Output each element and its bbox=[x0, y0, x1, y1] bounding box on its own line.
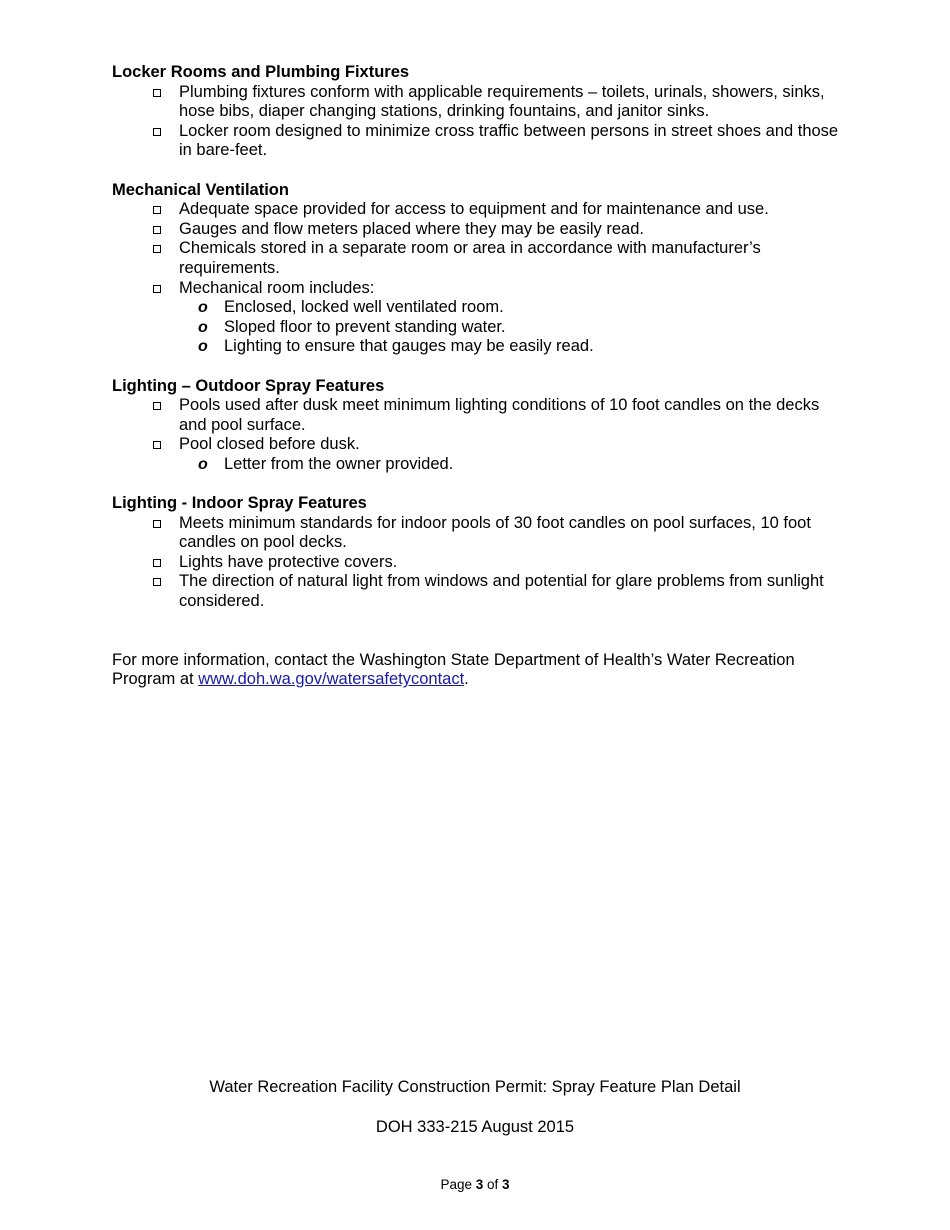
checkbox-icon bbox=[153, 128, 161, 136]
checklist-item bbox=[179, 200, 842, 220]
o-bullet-icon: o bbox=[198, 299, 208, 317]
footer-page-number bbox=[0, 1175, 950, 1195]
contact-link[interactable]: www.doh.wa.gov/watersafetycontact bbox=[198, 670, 465, 689]
checklist-item-text: Plumbing fixtures conform with applicable requirements – toilets, urinals, showers, sinks, hose bibs, diaper changing stations, drinking fountains, and janitor sinks. bbox=[179, 82, 825, 121]
sub-list-item bbox=[198, 454, 842, 475]
checklist-item bbox=[179, 279, 842, 357]
checkbox-icon bbox=[153, 89, 161, 97]
sub-list-item-text: Sloped floor to prevent standing water. bbox=[224, 317, 506, 336]
footer-title: Water Recreation Facility Construction Permit: Spray Feature Plan Detail bbox=[209, 1078, 741, 1096]
o-bullet-icon: o bbox=[198, 338, 208, 356]
checklist-item-text: Locker room designed to minimize cross traffic between persons in street shoes and those in bare-feet. bbox=[179, 121, 839, 160]
page-of: of bbox=[487, 1177, 499, 1192]
checklist-item bbox=[179, 435, 842, 474]
checklist-item-text: Mechanical room includes: bbox=[179, 278, 375, 297]
sub-list-item bbox=[198, 317, 842, 338]
checklist-item-text: Meets minimum standards for indoor pools of 30 foot candles on pool surfaces, 10 foot candles on pool decks. bbox=[179, 513, 811, 552]
checklist-item-text: Pool closed before dusk. bbox=[179, 435, 360, 454]
checklist bbox=[112, 514, 842, 612]
checklist bbox=[112, 83, 842, 161]
sub-list bbox=[179, 298, 842, 357]
page-current: 3 bbox=[475, 1177, 484, 1192]
checklist-item bbox=[179, 83, 842, 122]
checklist-item bbox=[179, 514, 842, 553]
checkbox-icon bbox=[153, 441, 161, 449]
checklist-item bbox=[179, 572, 842, 611]
section-heading: Mechanical Ventilation bbox=[112, 180, 289, 199]
checklist-item bbox=[179, 396, 842, 435]
checklist-item bbox=[179, 553, 842, 573]
checkbox-icon bbox=[153, 402, 161, 410]
checklist-item-text: Chemicals stored in a separate room or area in accordance with manufacturer’s requirements. bbox=[179, 239, 761, 277]
checkbox-icon bbox=[153, 245, 161, 253]
sub-list-item-text: Lighting to ensure that gauges may be easily read. bbox=[224, 337, 594, 356]
contact-period: . bbox=[464, 670, 469, 689]
checklist bbox=[112, 200, 842, 357]
page-total: 3 bbox=[502, 1177, 510, 1192]
footer-document-code: DOH 333-215 August 2015 bbox=[375, 1118, 575, 1136]
checkbox-icon bbox=[153, 285, 161, 293]
checklist bbox=[112, 396, 842, 474]
checkbox-icon bbox=[153, 520, 161, 528]
checklist-item-text: Adequate space provided for access to equipment and for maintenance and use. bbox=[179, 200, 769, 219]
checklist-item-text: The direction of natural light from windows and potential for glare problems from sunlight considered. bbox=[179, 572, 824, 611]
o-bullet-icon: o bbox=[198, 455, 208, 473]
checklist-item bbox=[179, 239, 842, 278]
checkbox-icon bbox=[153, 206, 161, 214]
checklist-item-text: Lights have protective covers. bbox=[179, 552, 398, 571]
section-locker-rooms bbox=[112, 63, 842, 161]
sub-list-item-text: Enclosed, locked well ventilated room. bbox=[224, 298, 504, 317]
section-mechanical-ventilation bbox=[112, 181, 842, 357]
checklist-item bbox=[179, 220, 842, 240]
sub-list-item-text: Letter from the owner provided. bbox=[224, 454, 454, 473]
contact-paragraph bbox=[112, 651, 842, 690]
checkbox-icon bbox=[153, 226, 161, 234]
checkbox-icon bbox=[153, 559, 161, 567]
section-lighting-indoor bbox=[112, 494, 842, 612]
document-body bbox=[112, 63, 842, 690]
section-heading: Lighting - Indoor Spray Features bbox=[112, 494, 367, 513]
contact-text: For more information, contact the Washington State Department of Health’s Water Recreation Program at bbox=[112, 650, 795, 689]
o-bullet-icon: o bbox=[198, 318, 208, 336]
checkbox-icon bbox=[153, 578, 161, 586]
section-heading: Lighting – Outdoor Spray Features bbox=[112, 376, 385, 395]
page-label: Page bbox=[440, 1177, 472, 1192]
checklist-item bbox=[179, 122, 842, 161]
checklist-item-text: Gauges and flow meters placed where they may be easily read. bbox=[179, 219, 644, 238]
checklist-item-text: Pools used after dusk meet minimum lighting conditions of 10 foot candles on the decks and pool surface. bbox=[179, 396, 820, 434]
sub-list bbox=[179, 455, 842, 475]
section-heading: Locker Rooms and Plumbing Fixtures bbox=[112, 63, 410, 81]
section-lighting-outdoor bbox=[112, 377, 842, 475]
sub-list-item bbox=[198, 337, 842, 357]
sub-list-item bbox=[198, 298, 842, 318]
